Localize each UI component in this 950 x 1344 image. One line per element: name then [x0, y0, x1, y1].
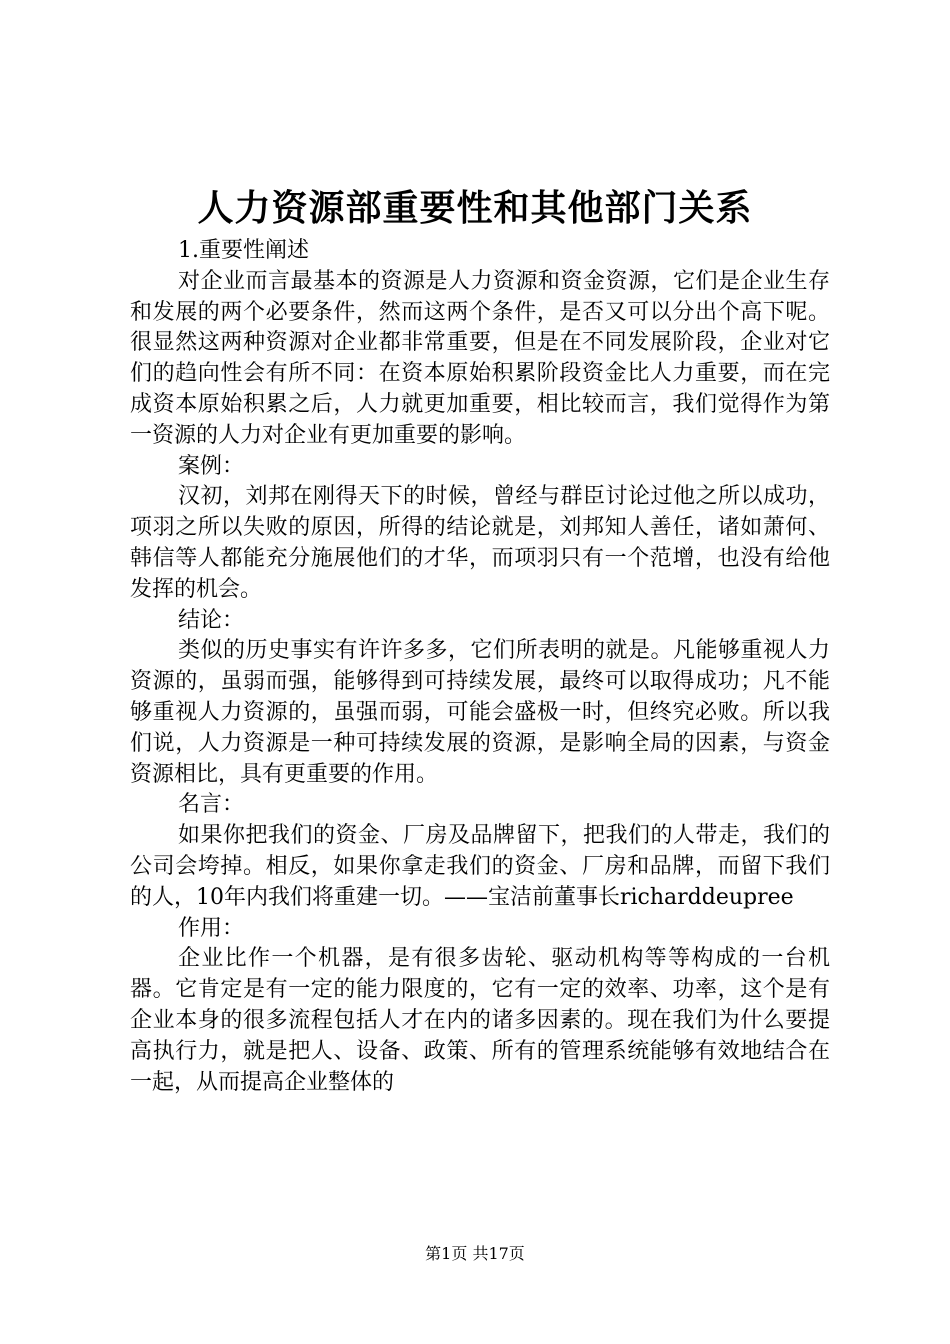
- section-heading-role: 作用：: [178, 915, 245, 941]
- section-heading-case: 案例：: [178, 453, 245, 479]
- paragraph-quote: 如果你把我们的资金、厂房及品牌留下，把我们的人带走，我们的公司会垮掉。相反，如果你拿走我们的资金、厂房和品牌，而留下我们的人，10年内我们将重建一切。——宝洁前董事长richarddeupree: [130, 823, 830, 910]
- paragraph-conclusion: 类似的历史事实有许许多多，它们所表明的就是。凡能够重视人力资源的，虽弱而强，能够得到可持续发展，最终可以取得成功；凡不能够重视人力资源的，虽强而弱，可能会盛极一时，但终究必败。所以我们说，人力资源是一种可持续发展的资源，是影响全局的因素，与资金资源相比，具有更重要的作用。: [130, 638, 830, 787]
- section-heading-importance: 1.重要性阐述: [178, 238, 309, 263]
- document-title: 人力资源部重要性和其他部门关系: [197, 187, 753, 229]
- paragraph-role: 企业比作一个机器，是有很多齿轮、驱动机构等等构成的一台机器。它肯定是有一定的能力限度的，它有一定的效率、功率，这个是有企业本身的很多流程包括人才在内的诸多因素的。现在我们为什么要提高执行力，就是把人、设备、政策、所有的管理系统能够有效地结合在一起，从而提高企业整体的: [130, 946, 830, 1095]
- page-footer: 第1页 共17页: [425, 1244, 525, 1263]
- section-heading-conclusion: 结论：: [178, 607, 245, 633]
- paragraph-importance: 对企业而言最基本的资源是人力资源和资金资源，它们是企业生存和发展的两个必要条件，然而这两个条件，是否又可以分出个高下呢。很显然这两种资源对企业都非常重要，但是在不同发展阶段，企业对它们的趋向性会有所不同：在资本原始积累阶段资金比人力重要，而在完成资本原始积累之后，人力就更加重要，相比较而言，我们觉得作为第一资源的人力对企业有更加重要的影响。: [130, 268, 830, 448]
- paragraph-case: 汉初，刘邦在刚得天下的时候，曾经与群臣讨论过他之所以成功，项羽之所以失败的原因，所得的结论就是，刘邦知人善任，诸如萧何、韩信等人都能充分施展他们的才华，而项羽只有一个范增，也没有给他发挥的机会。: [130, 484, 830, 602]
- section-heading-quote: 名言：: [178, 792, 245, 818]
- document-body: [130, 236, 830, 1098]
